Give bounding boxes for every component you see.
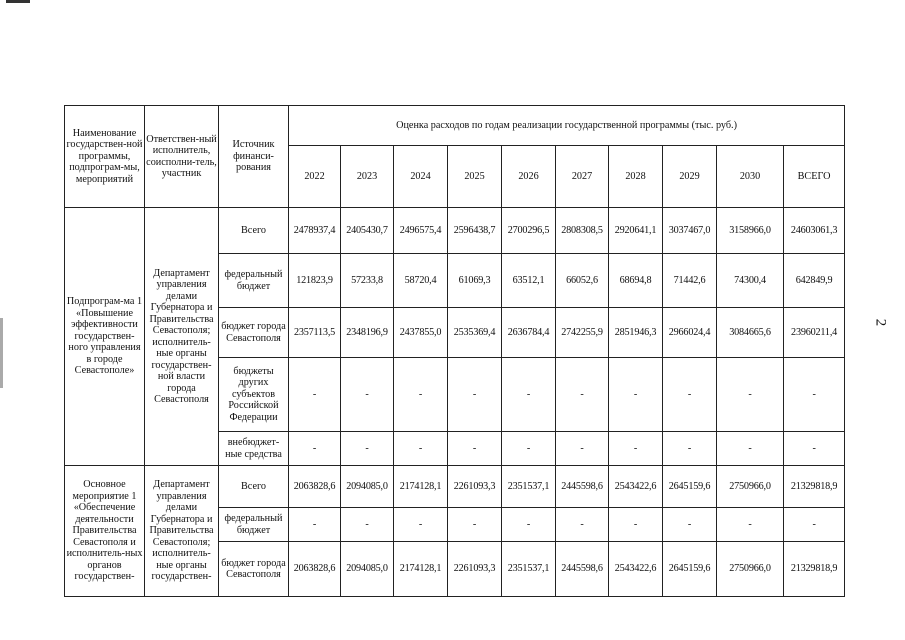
year-value-cell: - (502, 432, 556, 466)
year-value-cell: 121823,9 (289, 254, 341, 308)
year-value-cell: 2261093,3 (448, 542, 502, 597)
year-value-cell: 2750966,0 (717, 466, 784, 508)
year-header: 2026 (502, 146, 556, 208)
funding-source-cell: бюджет города Севастополя (219, 308, 289, 358)
year-value-cell: 2496575,4 (394, 208, 448, 254)
year-value-cell: 2645159,6 (663, 466, 717, 508)
year-value-cell: 2437855,0 (394, 308, 448, 358)
year-value-cell: 2750966,0 (717, 542, 784, 597)
year-value-cell: 2094085,0 (341, 466, 394, 508)
year-value-cell: - (663, 508, 717, 542)
year-value-cell: - (394, 508, 448, 542)
year-value-cell: 2174128,1 (394, 466, 448, 508)
header-estimate: Оценка расходов по годам реализации государственной программы (тыс. руб.) (289, 106, 845, 146)
year-value-cell: - (502, 358, 556, 432)
year-value-cell: 2920641,1 (609, 208, 663, 254)
table-row (65, 208, 845, 254)
year-header: 2024 (394, 146, 448, 208)
program-name-cell: Подпрограм-ма 1 «Повышение эффективности государствен-ного управления в городе Севастополе» (65, 208, 145, 466)
year-value-cell: 3158966,0 (717, 208, 784, 254)
year-value-cell: - (448, 432, 502, 466)
budget-table (64, 105, 845, 597)
funding-source-cell: бюджеты других субъектов Российской Федерации (219, 358, 289, 432)
year-value-cell: - (663, 432, 717, 466)
year-value-cell: 2261093,3 (448, 466, 502, 508)
year-value-cell: 2063828,6 (289, 542, 341, 597)
funding-source-cell: внебюджет-ные средства (219, 432, 289, 466)
year-value-cell: - (663, 358, 717, 432)
year-value-cell: - (609, 432, 663, 466)
year-value-cell: 57233,8 (341, 254, 394, 308)
year-value-cell: 2645159,6 (663, 542, 717, 597)
year-value-cell: - (556, 508, 609, 542)
header-row (65, 106, 845, 146)
total-header: ВСЕГО (784, 146, 845, 208)
year-header: 2029 (663, 146, 717, 208)
year-value-cell: - (609, 508, 663, 542)
year-value-cell: 68694,8 (609, 254, 663, 308)
year-value-cell: 3037467,0 (663, 208, 717, 254)
year-value-cell: - (448, 358, 502, 432)
year-value-cell: 3084665,6 (717, 308, 784, 358)
year-value-cell: 2966024,4 (663, 308, 717, 358)
year-value-cell: 2596438,7 (448, 208, 502, 254)
header-executor: Ответствен-ный исполнитель, соисполни-тель, участник (145, 106, 219, 208)
scan-corner-mark (6, 0, 30, 3)
total-value-cell: 21329818,9 (784, 542, 845, 597)
year-value-cell: 2351537,1 (502, 542, 556, 597)
year-value-cell: - (394, 358, 448, 432)
year-header: 2023 (341, 146, 394, 208)
total-value-cell: 21329818,9 (784, 466, 845, 508)
year-value-cell: - (448, 508, 502, 542)
year-value-cell: 2851946,3 (609, 308, 663, 358)
funding-source-cell: федеральный бюджет (219, 254, 289, 308)
year-value-cell: 2445598,6 (556, 466, 609, 508)
funding-source-cell: федеральный бюджет (219, 508, 289, 542)
year-value-cell: 66052,6 (556, 254, 609, 308)
year-value-cell: - (341, 358, 394, 432)
program-name-cell: Основное мероприятие 1 «Обеспечение деятельности Правительства Севастополя и исполнитель-ных органов государствен- (65, 466, 145, 597)
year-header: 2030 (717, 146, 784, 208)
year-value-cell: - (717, 432, 784, 466)
year-value-cell: 2094085,0 (341, 542, 394, 597)
year-value-cell: 2742255,9 (556, 308, 609, 358)
year-value-cell: 2478937,4 (289, 208, 341, 254)
year-value-cell: 63512,1 (502, 254, 556, 308)
year-value-cell: 2063828,6 (289, 466, 341, 508)
year-value-cell: - (289, 508, 341, 542)
header-name: Наименование государствен-ной программы, подпрограм-мы, мероприятий (65, 106, 145, 208)
total-value-cell: 23960211,4 (784, 308, 845, 358)
year-value-cell: - (717, 358, 784, 432)
year-header: 2022 (289, 146, 341, 208)
year-value-cell: 2543422,6 (609, 466, 663, 508)
year-value-cell: - (556, 432, 609, 466)
year-value-cell: 58720,4 (394, 254, 448, 308)
year-value-cell: - (394, 432, 448, 466)
funding-source-cell: Всего (219, 466, 289, 508)
executor-cell: Департамент управления делами Губернатора и Правительства Севастополя; исполнитель-ные органы государствен-ной власти города Севастополя (145, 208, 219, 466)
year-value-cell: - (556, 358, 609, 432)
year-value-cell: - (717, 508, 784, 542)
total-value-cell: - (784, 358, 845, 432)
funding-source-cell: Всего (219, 208, 289, 254)
year-header: 2025 (448, 146, 502, 208)
year-value-cell: - (609, 358, 663, 432)
page-number: 2 (872, 318, 889, 327)
year-value-cell: - (502, 508, 556, 542)
total-value-cell: - (784, 508, 845, 542)
year-value-cell: 61069,3 (448, 254, 502, 308)
year-value-cell: 2357113,5 (289, 308, 341, 358)
year-value-cell: 2348196,9 (341, 308, 394, 358)
total-value-cell: 642849,9 (784, 254, 845, 308)
year-value-cell: - (289, 358, 341, 432)
funding-source-cell: бюджет города Севастополя (219, 542, 289, 597)
year-header: 2027 (556, 146, 609, 208)
year-value-cell: - (289, 432, 341, 466)
year-value-cell: 74300,4 (717, 254, 784, 308)
year-value-cell: - (341, 432, 394, 466)
year-value-cell: 2405430,7 (341, 208, 394, 254)
total-value-cell: 24603061,3 (784, 208, 845, 254)
year-value-cell: 2351537,1 (502, 466, 556, 508)
year-value-cell: 2808308,5 (556, 208, 609, 254)
year-value-cell: 2174128,1 (394, 542, 448, 597)
header-source: Источник финанси-рования (219, 106, 289, 208)
year-value-cell: 71442,6 (663, 254, 717, 308)
year-header: 2028 (609, 146, 663, 208)
table-row (65, 466, 845, 508)
year-value-cell: 2636784,4 (502, 308, 556, 358)
year-value-cell: 2543422,6 (609, 542, 663, 597)
scan-edge-mark (0, 318, 3, 388)
year-value-cell: - (341, 508, 394, 542)
executor-cell: Департамент управления делами Губернатора и Правительства Севастополя; исполнитель-ные органы государствен- (145, 466, 219, 597)
year-value-cell: 2535369,4 (448, 308, 502, 358)
total-value-cell: - (784, 432, 845, 466)
year-value-cell: 2700296,5 (502, 208, 556, 254)
year-value-cell: 2445598,6 (556, 542, 609, 597)
